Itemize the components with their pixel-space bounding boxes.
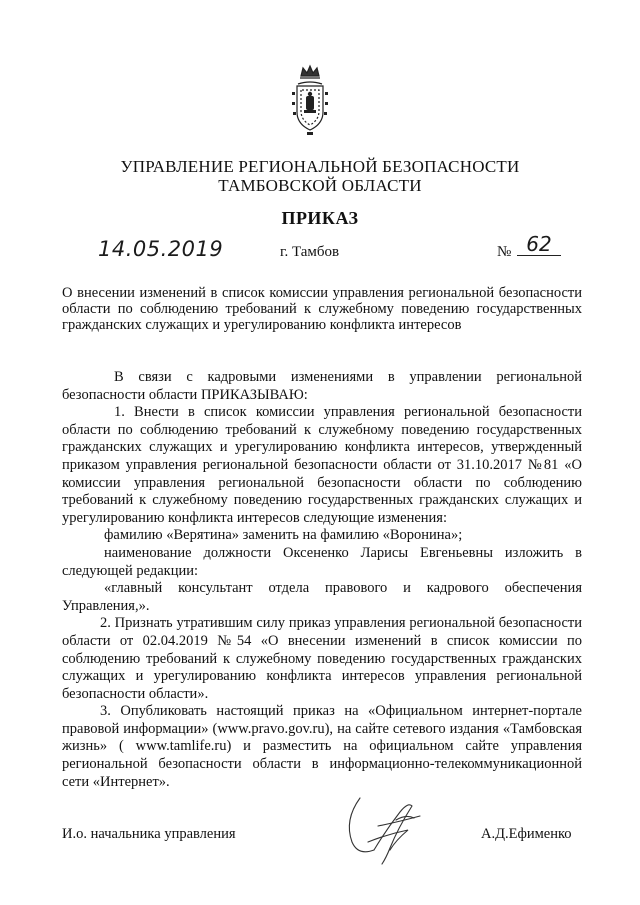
document-body <box>62 369 582 791</box>
signatory-name: А.Д.Ефименко <box>481 826 572 842</box>
document-subject: О внесении изменений в список комиссии управления региональной безопасности области по соблюдению требований к служебному поведению государственных гражданских служащих и урегулированию конфликта интересов <box>62 285 582 333</box>
document-date: 14.05.2019 <box>98 237 224 261</box>
signatory-position: И.о. начальника управления <box>62 826 236 842</box>
organization-region: ТАМБОВСКОЙ ОБЛАСТИ <box>218 176 422 195</box>
body-paragraph-new-title: «главный консультант отдела правового и кадрового обеспечения Управления,». <box>62 580 582 614</box>
body-paragraph-item-2: 2. Признать утратившим силу приказ управления региональной безопасности области от 02.04.2019 №54 «О внесении изменений в список комиссии по соблюдению требований к служебному поведению государственных гражданских служащих и урегулированию конфликта интересов управления региональной безопасности области». <box>62 615 582 702</box>
organization-name: УПРАВЛЕНИЕ РЕГИОНАЛЬНОЙ БЕЗОПАСНОСТИ <box>120 157 520 176</box>
body-paragraph-change-1: фамилию «Верятина» заменить на фамилию «Воронина»; <box>104 527 463 544</box>
body-paragraph-item-3: 3. Опубликовать настоящий приказ на «Официальном интернет-портале правовой информации» (www.pravo.gov.ru), на сайте сетевого издания «Тамбовская жизнь» ( www.tamlife.ru) и разместить на официальном сайте управления региональной безопасности области в информационно-телекоммуникационной сети «Интернет». <box>62 703 582 790</box>
body-paragraph-item-1: 1. Внести в список комиссии управления региональной безопасности области по соблюдению требований к служебному поведению государственных гражданских служащих и урегулированию конфликта интересов, утвержденный приказом управления региональной безопасности области от 31.10.2017 №81 «О комиссии управления региональной безопасности области по соблюдению требований к служебному поведению государственных гражданских служащих и урегулированию конфликта интересов следующие изменения: <box>62 404 582 526</box>
document-title: ПРИКАЗ <box>281 208 359 228</box>
document-number-label: № <box>497 244 512 260</box>
document-city: г. Тамбов <box>280 244 340 260</box>
body-paragraph-change-2: наименование должности Оксененко Ларисы Евгеньевны изложить в следующей редакции: <box>62 544 582 579</box>
document-number: 62 <box>517 233 561 256</box>
tambov-oblast-emblem-icon <box>289 62 331 136</box>
body-paragraph-intro: В связи с кадровыми изменениями в управлении региональной безопасности области ПРИКАЗЫВАЮ: <box>62 369 582 403</box>
handwritten-signature-icon <box>338 790 433 870</box>
